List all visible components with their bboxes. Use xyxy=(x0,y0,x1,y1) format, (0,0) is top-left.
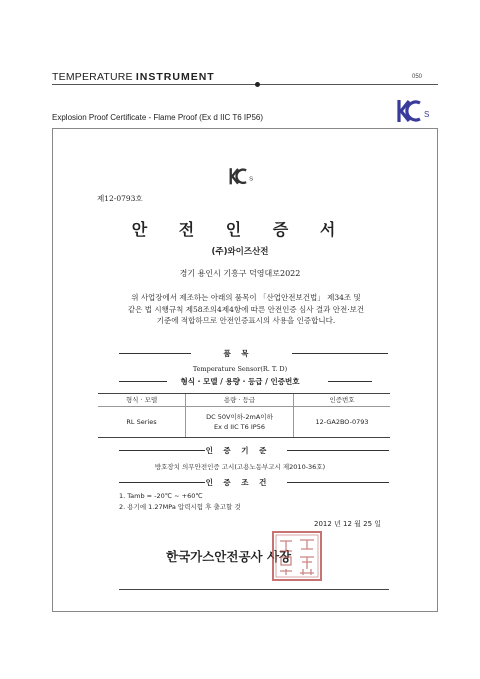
kc-certification-logo xyxy=(395,97,431,127)
model-value: RL Series xyxy=(126,418,157,426)
official-seal-stamp xyxy=(270,529,324,583)
certificate-body xyxy=(96,292,396,327)
item-section-title: 품 목 xyxy=(223,349,253,358)
certificate-number: 제12-0793호 xyxy=(97,194,143,203)
body-line: 위 사업장에서 제조하는 아래의 품목이 「산업안전보건법」 제34조 및 xyxy=(131,293,361,302)
page-subtitle: Explosion Proof Certificate - Flame Proof (Ex d IIC T6 IP56) xyxy=(52,113,264,122)
header-divider-dot xyxy=(255,82,260,87)
company-name: (주)와이즈산전 xyxy=(211,247,269,257)
kc-logo-letter: S xyxy=(424,110,430,119)
header-title-bold: INSTRUMENT xyxy=(135,71,215,83)
table-header-rating: 용량 · 등급 xyxy=(186,394,294,406)
rating-line-1: DC 50V이하-2mA이하 xyxy=(206,413,273,421)
issue-date: 2012 년 12 월 25 일 xyxy=(314,520,382,528)
rating-line-2: Ex d IIC T6 IP56 xyxy=(214,423,265,431)
body-line: 같은 법 시행규칙 제58조의4제4항에 따른 안전인증 심사 결과 안전·보건 xyxy=(127,304,365,314)
certificate-kc-logo xyxy=(227,166,255,188)
issuer-name: 한국가스안전공사 사장 xyxy=(166,549,292,564)
condition-item: 1. Tamb = -20℃ ~ +60℃ xyxy=(119,492,203,500)
certificate-bottom-rule xyxy=(119,589,389,590)
standard-section-title: 인 증 기 준 xyxy=(205,446,271,455)
table-header-cert-no: 인증번호 xyxy=(329,396,355,404)
page-number: 050 xyxy=(412,74,423,80)
table-header-row xyxy=(98,394,390,407)
company-address: 경기 용인시 기흥구 덕영대로2022 xyxy=(179,269,301,278)
table-row xyxy=(98,407,390,437)
table-cell-model xyxy=(98,407,186,437)
condition-section-title: 인 증 조 건 xyxy=(205,478,271,487)
table-header-model: 형식 · 모델 xyxy=(98,394,186,406)
certification-standard: 방호장치 의무안전인증 고시(고용노동부고시 제2010-36호) xyxy=(154,463,326,471)
table-cell-rating xyxy=(186,407,294,437)
header-title-light: TEMPERATURE xyxy=(52,71,133,83)
table-cell-cert-no xyxy=(294,407,390,437)
section-header xyxy=(52,71,215,83)
certificate-title: 안 전 인 증 서 xyxy=(131,220,349,239)
product-name: Temperature Sensor(R. T. D) xyxy=(192,365,288,373)
certificate-kc-letter: S xyxy=(249,176,253,183)
body-line: 기준에 적합하므로 안전인증표시의 사용을 인증합니다. xyxy=(156,316,336,325)
condition-item: 2. 용기에 1.27MPa 압력시험 후 출고할 것 xyxy=(119,503,241,511)
cert-number-value: 12-GA2BO-0793 xyxy=(315,418,369,426)
header-divider xyxy=(52,84,438,85)
certification-table xyxy=(98,393,390,438)
spec-section-title: 형식 · 모델 / 용량 · 등급 / 인증번호 xyxy=(180,377,300,386)
